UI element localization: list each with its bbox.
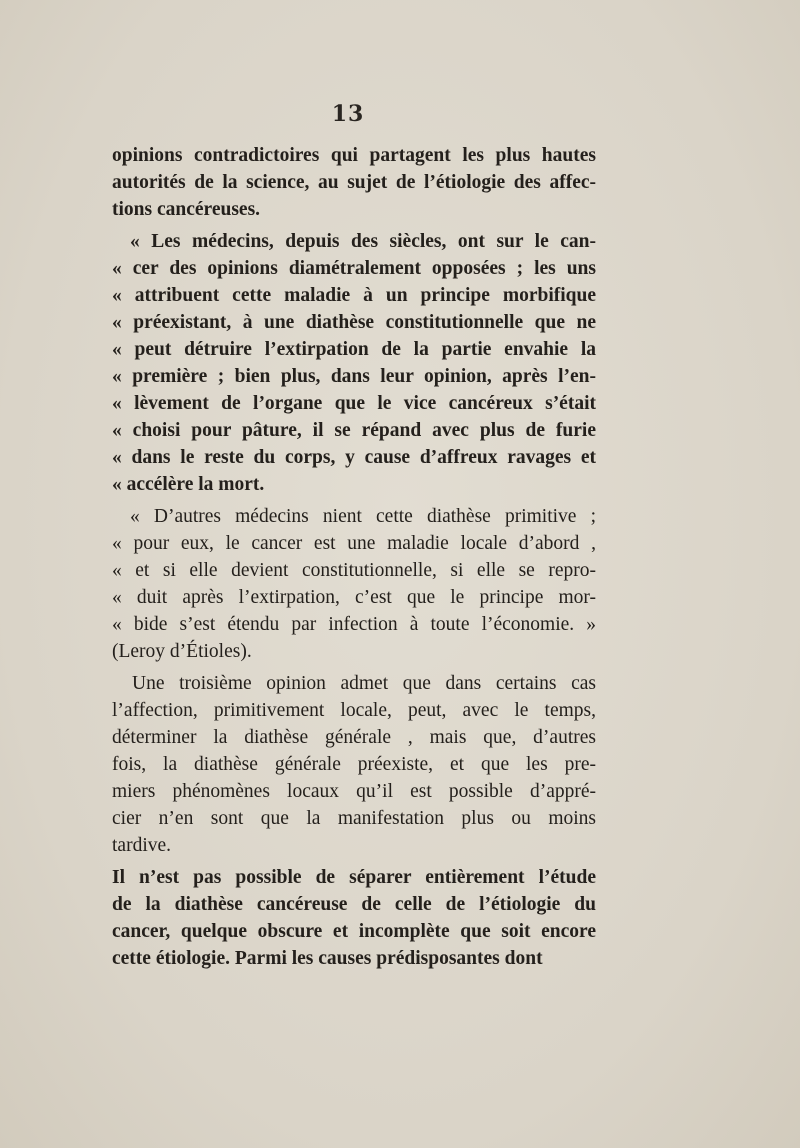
text-line: de la diathèse cancéreuse de celle de l’étiologie du xyxy=(112,894,596,915)
text-line: l’affection, primitivement locale, peut, avec le temps, xyxy=(112,700,596,721)
text-line: « peut détruire l’extirpation de la partie envahie la xyxy=(112,339,596,360)
text-line: cancer, quelque obscure et incomplète que soit encore xyxy=(112,921,596,942)
text-line: « et si elle devient constitutionnelle, si elle se repro- xyxy=(112,560,596,581)
paragraph xyxy=(112,228,596,498)
text-line: « dans le reste du corps, y cause d’affreux ravages et xyxy=(112,447,596,468)
text-line: Il n’est pas possible de séparer entièrement l’étude xyxy=(112,867,596,888)
text-line: cier n’en sont que la manifestation plus ou moins xyxy=(112,808,596,829)
text-line: fois, la diathèse générale préexiste, et que les pre- xyxy=(112,754,596,775)
paragraph xyxy=(112,503,596,665)
page-number: 13 xyxy=(331,101,365,127)
body-text xyxy=(112,142,596,972)
text-line: tardive. xyxy=(112,835,172,856)
text-line: cette étiologie. Parmi les causes prédisposantes dont xyxy=(112,948,543,969)
text-line: « D’autres médecins nient cette diathèse primitive ; xyxy=(130,506,596,527)
text-line: (Leroy d’Étioles). xyxy=(112,641,252,662)
text-line: « accélère la mort. xyxy=(112,474,265,495)
text-line: « duit après l’extirpation, c’est que le principe mor- xyxy=(112,587,596,608)
paragraph xyxy=(112,142,596,223)
paragraph xyxy=(112,670,596,859)
text-line: « bide s’est étendu par infection à toute l’économie. » xyxy=(112,614,596,635)
text-line: « attribuent cette maladie à un principe morbifique xyxy=(112,285,596,306)
text-line: « première ; bien plus, dans leur opinion, après l’en- xyxy=(112,366,596,387)
text-line: autorités de la science, au sujet de l’étiologie des affec- xyxy=(112,172,596,193)
text-line: « lèvement de l’organe que le vice cancéreux s’était xyxy=(112,393,596,414)
text-line: « pour eux, le cancer est une maladie locale d’abord , xyxy=(112,533,596,554)
text-line: « cer des opinions diamétralement opposées ; les uns xyxy=(112,258,596,279)
text-line: « choisi pour pâture, il se répand avec plus de furie xyxy=(112,420,596,441)
text-line: Une troisième opinion admet que dans certains cas xyxy=(132,673,596,694)
text-line: opinions contradictoires qui partagent les plus hautes xyxy=(112,145,596,166)
paragraph xyxy=(112,864,596,972)
text-line: miers phénomènes locaux qu’il est possible d’appré- xyxy=(112,781,596,802)
text-line: « préexistant, à une diathèse constitutionnelle que ne xyxy=(112,312,596,333)
text-line: « Les médecins, depuis des siècles, ont sur le can- xyxy=(130,231,596,252)
text-line: tions cancéreuses. xyxy=(112,199,261,220)
text-line: déterminer la diathèse générale , mais que, d’autres xyxy=(112,727,596,748)
